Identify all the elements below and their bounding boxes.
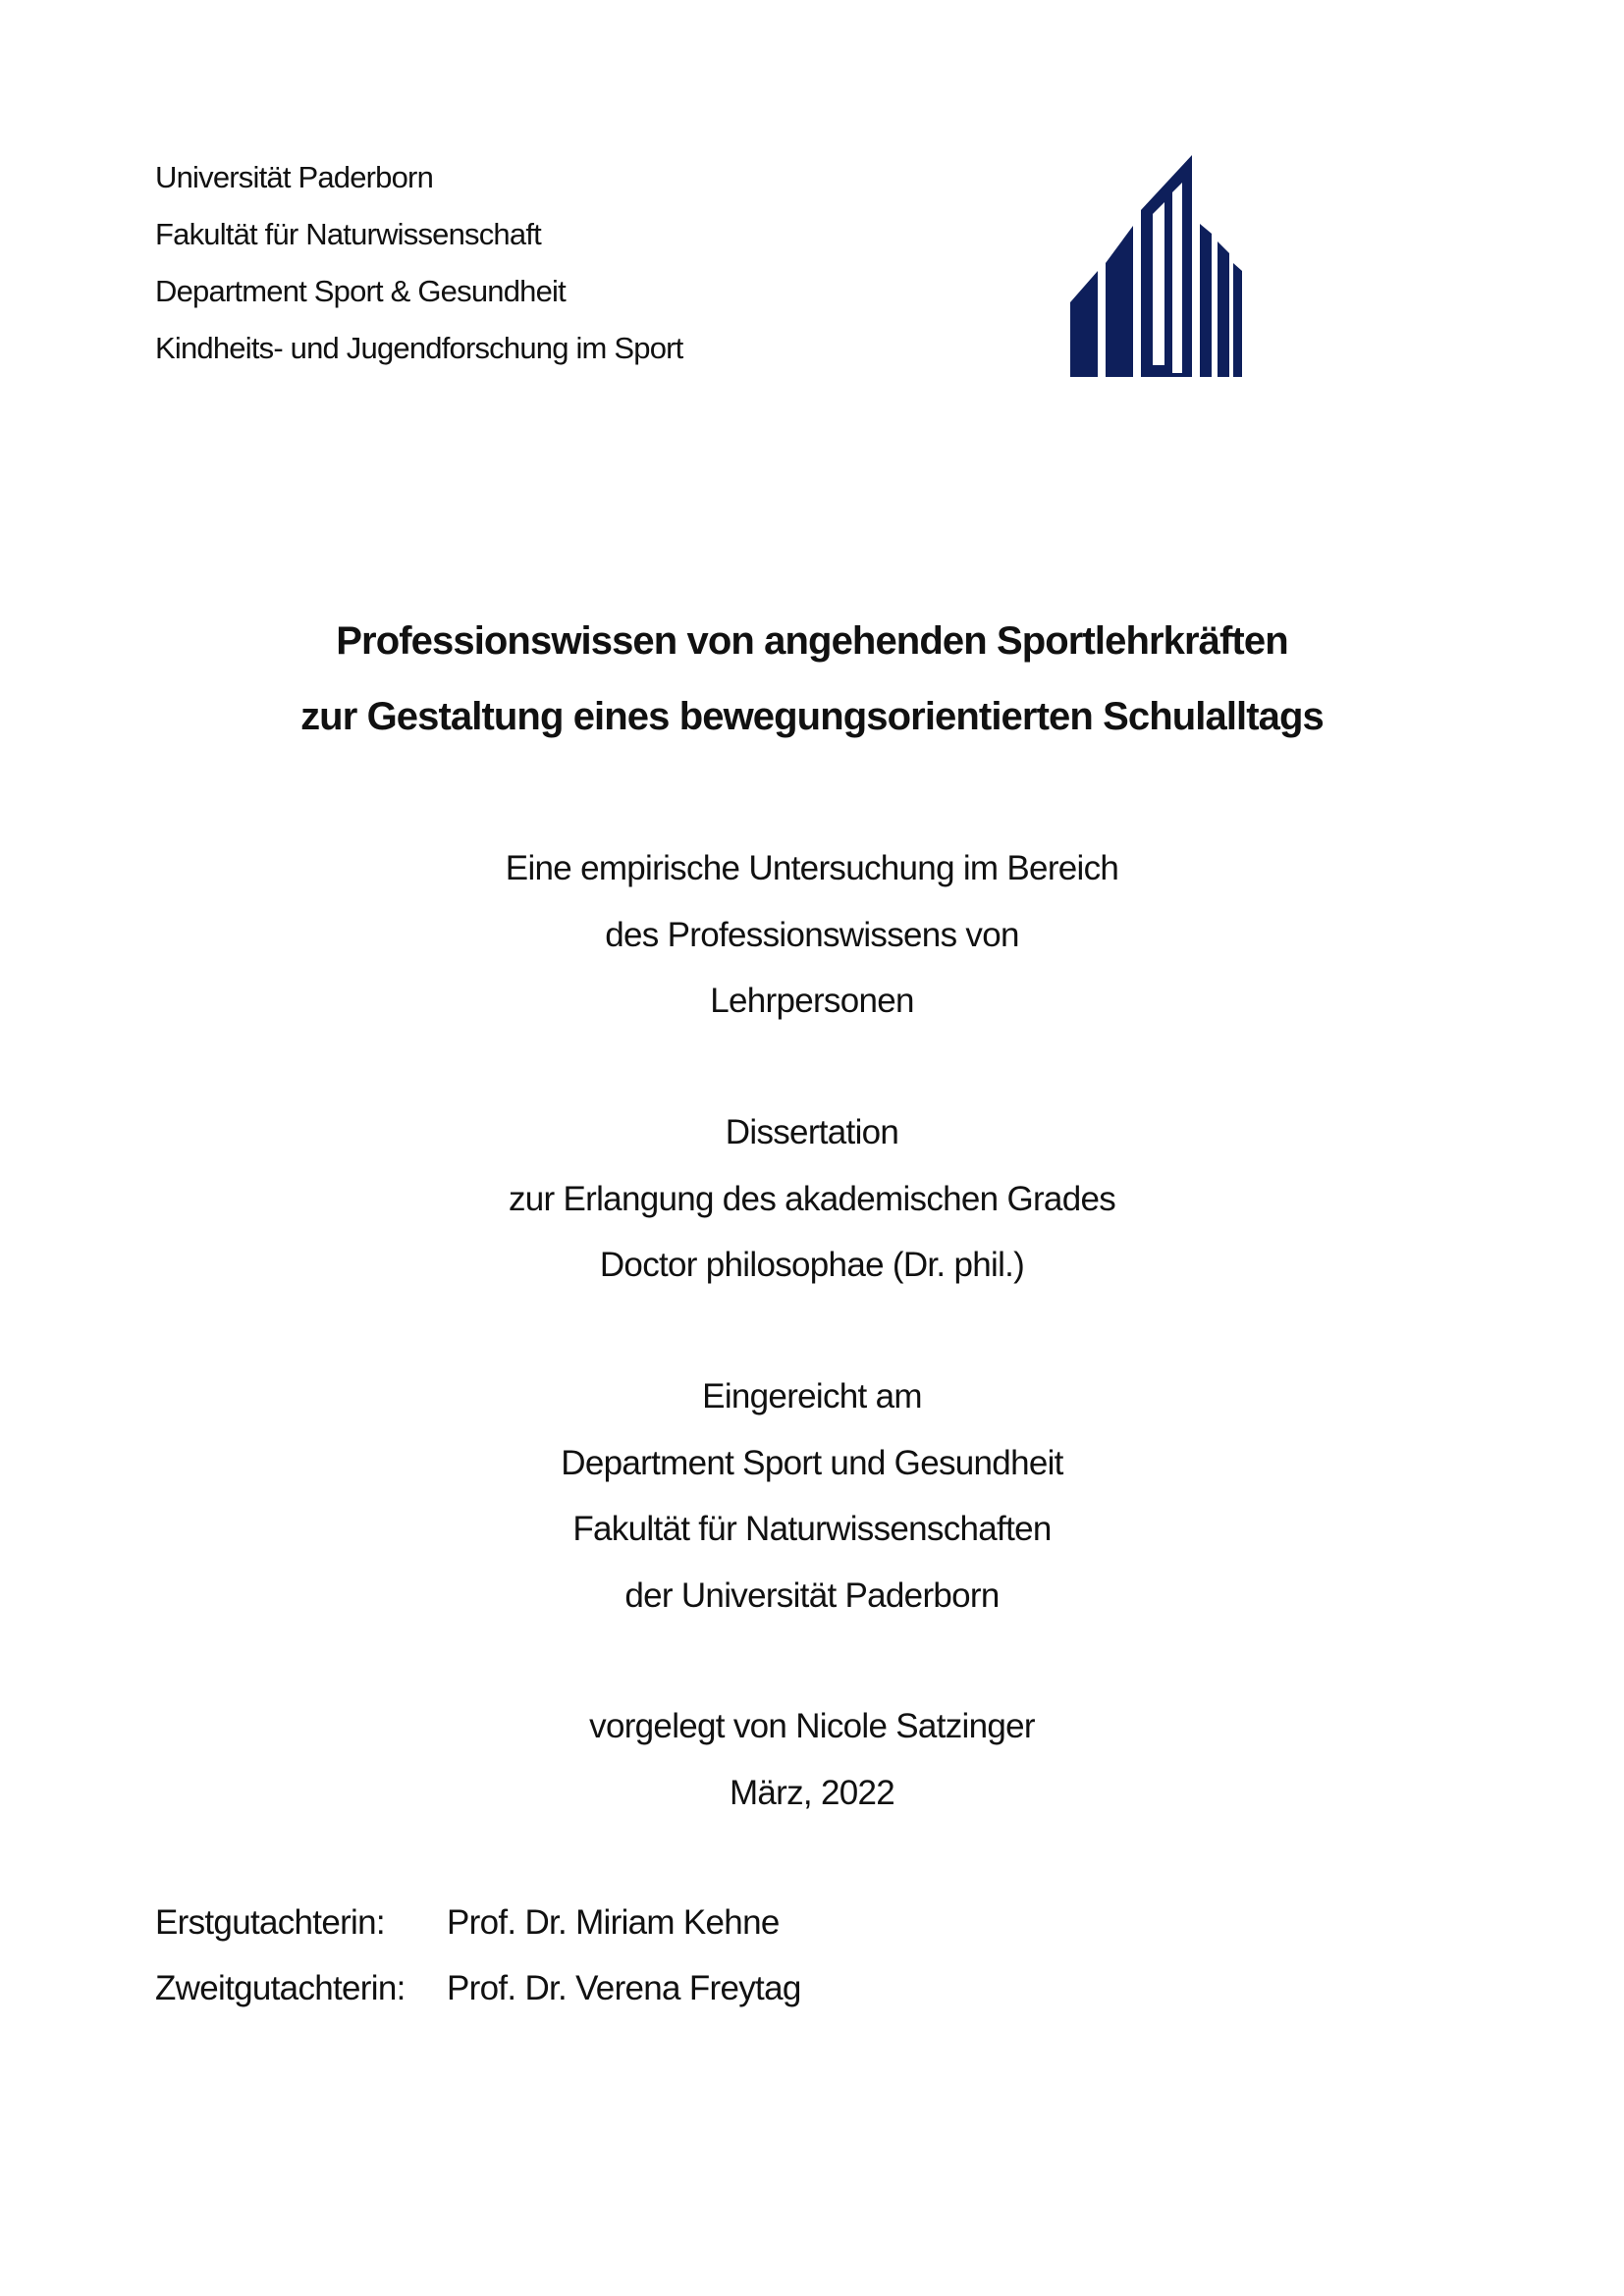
submission-line: Department Sport und Gesundheit	[561, 1443, 1063, 1482]
reviewer-row	[155, 1955, 801, 2021]
university-logo-icon	[1070, 155, 1242, 377]
header-research-group: Kindheits- und Jugendforschung im Sport	[155, 331, 683, 365]
degree-name: Doctor philosophae (Dr. phil.)	[599, 1246, 1025, 1284]
author-block	[0, 1693, 1624, 1826]
thesis-title-line-2: zur Gestaltung eines bewegungsorientierten Schulalltags	[300, 695, 1324, 738]
submission-line: Fakultät für Naturwissenschaften	[572, 1510, 1052, 1548]
thesis-title-line-1: Professionswissen von angehenden Sportlehrkräften	[336, 619, 1288, 663]
dissertation-block	[0, 1099, 1624, 1299]
thesis-subtitle	[0, 835, 1624, 1035]
subtitle-line: Eine empirische Untersuchung im Bereich	[505, 849, 1119, 887]
header-university: Universität Paderborn	[155, 160, 434, 194]
submission-date: März, 2022	[729, 1773, 895, 1812]
institution-header	[155, 149, 842, 377]
reviewer-role: Zweitgutachterin:	[155, 1969, 406, 2007]
submission-block	[0, 1363, 1624, 1629]
subtitle-line: des Professionswissens von	[605, 915, 1019, 954]
header-department: Department Sport & Gesundheit	[155, 274, 566, 308]
reviewer-role: Erstgutachterin:	[155, 1903, 385, 1942]
reviewer-name: Prof. Dr. Verena Freytag	[447, 1969, 801, 2007]
subtitle-line: Lehrpersonen	[710, 982, 914, 1020]
degree-purpose: zur Erlangung des akademischen Grades	[508, 1179, 1116, 1218]
submission-line: der Universität Paderborn	[624, 1575, 1000, 1615]
thesis-title	[0, 604, 1624, 755]
submission-line: Eingereicht am	[702, 1377, 922, 1415]
reviewers-list	[155, 1890, 801, 2021]
dissertation-label: Dissertation	[725, 1113, 899, 1151]
header-faculty: Fakultät für Naturwissenschaft	[155, 217, 541, 251]
reviewer-name: Prof. Dr. Miriam Kehne	[447, 1903, 780, 1942]
author-line: vorgelegt von Nicole Satzinger	[589, 1707, 1035, 1745]
reviewer-row	[155, 1890, 801, 1955]
